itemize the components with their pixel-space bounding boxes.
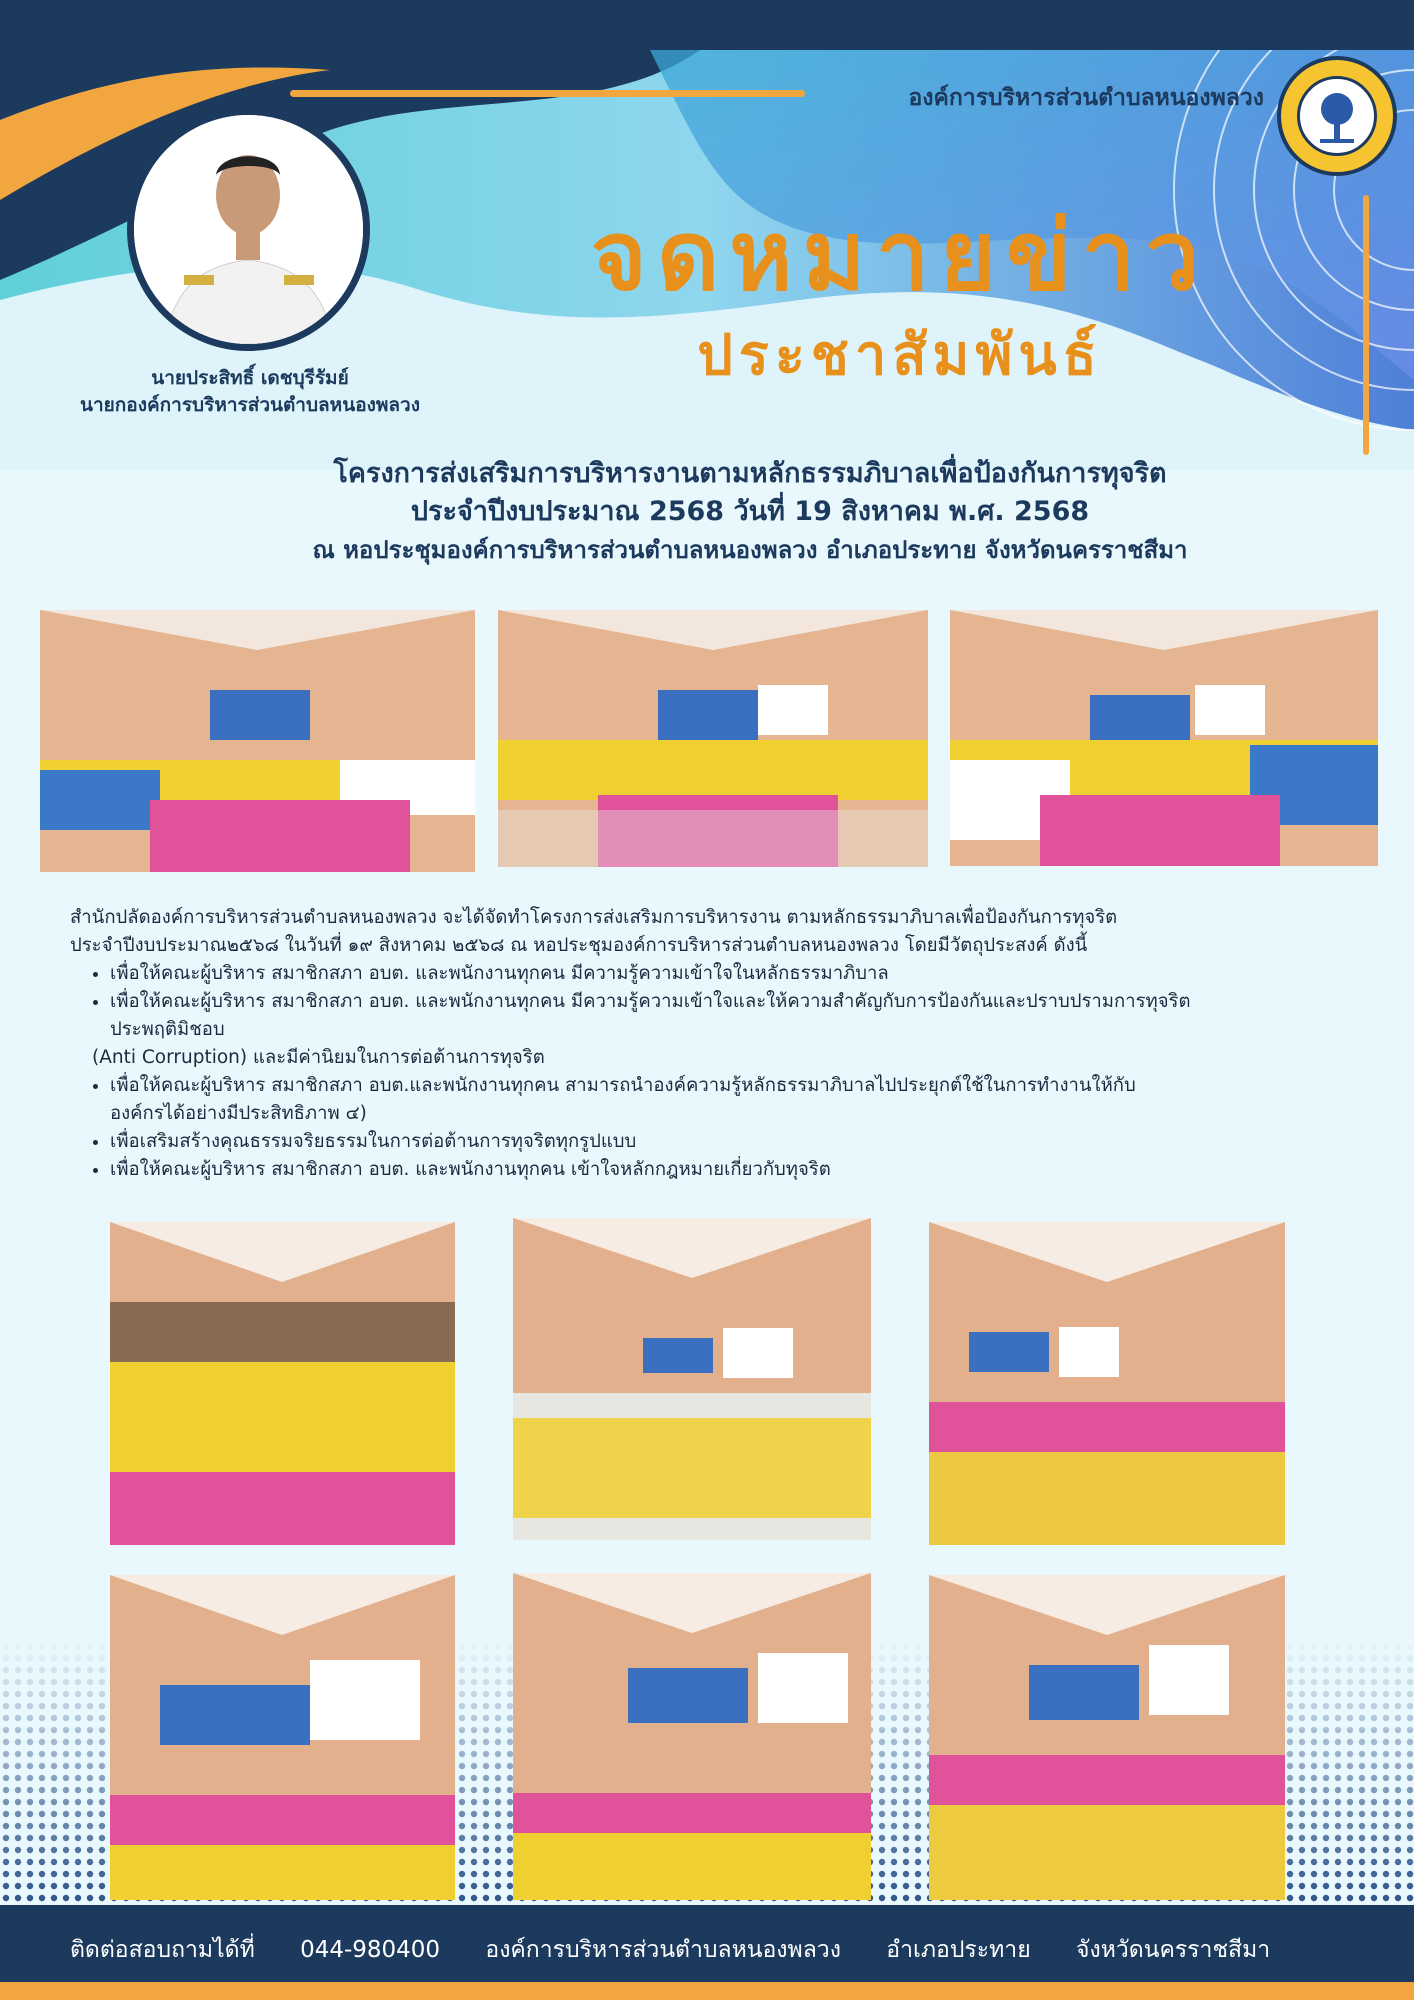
footer-accent-stripe <box>0 1982 1414 2000</box>
project-title-line3: ณ หอประชุมองค์การบริหารส่วนตำบลหนองพลวง อำเภอประทาย จังหวัดนครราชสีมา <box>312 536 1188 564</box>
objective-item-2-anti-corruption: (Anti Corruption) และมีค่านิยมในการต่อต้านการทุจริต <box>92 1047 545 1068</box>
project-title-line2: ประจำปีงบประมาณ 2568 วันที่ 19 สิงหาคม พ.ศ. 2568 <box>410 496 1090 527</box>
footer-org: องค์การบริหารส่วนตำบลหนองพลวง <box>485 1937 841 1963</box>
org-name-header: องค์การบริหารส่วนตำบลหนองพลวง <box>908 85 1264 111</box>
footer-province: จังหวัดนครราชสีมา <box>1076 1937 1271 1963</box>
footer-contact-label: ติดต่อสอบถามได้ที่ <box>70 1937 255 1963</box>
objective-item-1: • เพื่อให้คณะผู้บริหาร สมาชิกสภา อบต. และพนักงานทุกคน มีความรู้ความเข้าใจในหลักธรรมาภิบาล <box>110 960 1370 988</box>
objectives-list-continued <box>70 1072 1370 1184</box>
event-photo-audience-2 <box>513 1218 871 1540</box>
event-photo-speaker-1 <box>110 1575 455 1900</box>
event-photo-group-3 <box>950 610 1378 866</box>
newsletter-title: จดหมายข่าว <box>590 200 1210 312</box>
event-photo-group-1 <box>40 610 475 872</box>
organization-seal-logo <box>1277 56 1397 176</box>
header-accent-line <box>290 90 805 97</box>
objective-item-2-text: เพื่อให้คณะผู้บริหาร สมาชิกสภา อบต. และพนักงานทุกคน มีความรู้ความเข้าใจและให้ความสำคัญกับการป้องกันและปราบปรามการทุจริต <box>110 991 1191 1012</box>
body-text <box>70 904 1370 1184</box>
footer-phone: 044-980400 <box>300 1937 441 1963</box>
footer-district: อำเภอประทาย <box>886 1937 1031 1963</box>
newsletter-subtitle: ประชาสัมพันธ์ <box>697 323 1103 388</box>
intro-line2: ประจำปีงบประมาณ๒๕๖๘ ในวันที่ ๑๙ สิงหาคม ๒๕๖๘ ณ หอประชุมองค์การบริหารส่วนตำบลหนองพลวง โดยมีวัตถุประสงค์ ดังนี้ <box>70 935 1088 956</box>
objective-item-3 <box>110 1072 1370 1128</box>
objectives-list <box>70 960 1370 1044</box>
objective-item-2 <box>110 988 1370 1044</box>
header-accent-vertical-line <box>1363 195 1369 455</box>
mayor-portrait <box>127 108 370 351</box>
project-title-block <box>100 455 1400 569</box>
objective-item-2-continuation: ประพฤติมิชอบ <box>110 1019 225 1040</box>
mayor-name: นายประสิทธิ์ เดชบุรีรัมย์ <box>151 367 349 389</box>
event-photo-audience-1 <box>110 1222 455 1545</box>
event-photo-audience-3 <box>929 1222 1285 1545</box>
event-photo-speaker-2 <box>513 1573 871 1900</box>
mayor-title: นายกองค์การบริหารส่วนตำบลหนองพลวง <box>79 394 420 416</box>
intro-line1: สำนักปลัดองค์การบริหารส่วนตำบลหนองพลวง จะได้จัดทำโครงการส่งเสริมการบริหารงาน ตามหลักธรรมาภิบาลเพื่อป้องกันการทุจริต <box>70 907 1118 928</box>
project-title-line1: โครงการส่งเสริมการบริหารงานตามหลักธรรมภิบาลเพื่อป้องกันการทุจริต <box>333 458 1167 489</box>
objective-item-3-continuation: องค์กรได้อย่างมีประสิทธิภาพ ๔) <box>110 1103 367 1124</box>
event-photo-group-2 <box>498 610 928 867</box>
footer-contact <box>70 1932 1370 1968</box>
event-photo-speaker-3 <box>929 1575 1285 1900</box>
objective-item-5: • เพื่อให้คณะผู้บริหาร สมาชิกสภา อบต. และพนักงานทุกคน เข้าใจหลักกฎหมายเกี่ยวกับทุจริต <box>110 1156 1370 1184</box>
seal-emblem <box>1297 76 1377 156</box>
top-bar <box>0 0 1414 50</box>
objective-item-4: • เพื่อเสริมสร้างคุณธรรมจริยธรรมในการต่อต้านการทุจริตทุกรูปแบบ <box>110 1128 1370 1156</box>
objective-item-3-text: เพื่อให้คณะผู้บริหาร สมาชิกสภา อบต.และพนักงานทุกคน สามารถนำองค์ความรู้หลักธรรมาภิบาลไปประยุกต์ใช้ในการทำงานให้กับ <box>110 1075 1136 1096</box>
